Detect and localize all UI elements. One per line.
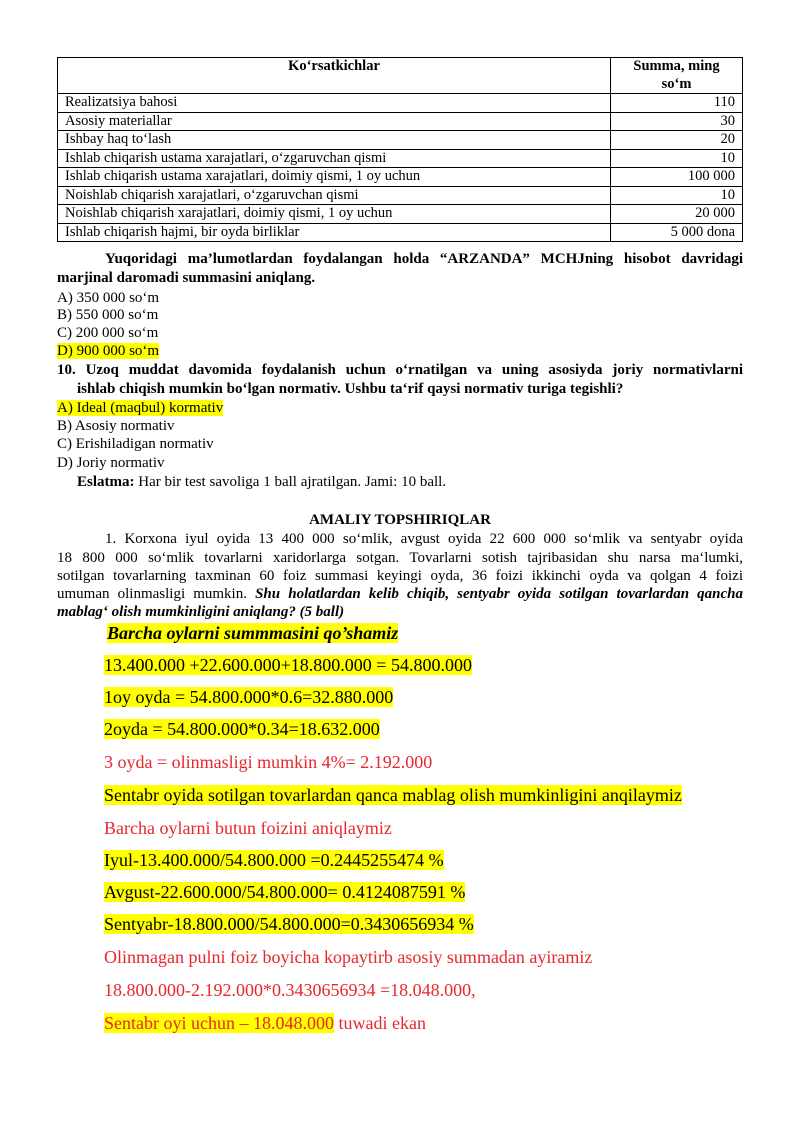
question-10-option-c: C) Erishiladigan normativ xyxy=(57,436,214,452)
task-line4-question: Shu holatlardan kelib chiqib, sentyabr oyida sotilgan tovarlardan qancha xyxy=(255,586,743,602)
task-line1: 1. Korxona iyul oyida 13 400 000 so‘mlik, avgust oyida 22 600 000 so‘mlik va sentyabr oyida xyxy=(105,531,743,547)
answer-line-5: 3 oyda = olinmasligi mumkin 4%= 2.192.000 xyxy=(104,752,433,772)
row-value: 30 xyxy=(611,112,743,131)
task-line4 xyxy=(57,585,743,603)
column-header-amount xyxy=(611,58,743,94)
answer-line-1: Barcha oylarni summmasini qo’shamiz xyxy=(107,623,399,643)
table-row xyxy=(58,149,743,168)
answer-line-4: 2oyda = 54.800.000*0.34=18.632.000 xyxy=(104,719,380,739)
question-9-line2: marjinal daromadi summasini aniqlang. xyxy=(57,270,316,286)
answer-line-7: Barcha oylarni butun foizini aniqlaymiz xyxy=(104,818,392,838)
column-header-amount-line1: Summa, ming xyxy=(633,58,720,74)
table-row xyxy=(58,131,743,150)
table-row xyxy=(58,186,743,205)
row-label: Ishlab chiqarish ustama xarajatlari, o‘zgaruvchan qismi xyxy=(58,149,611,168)
answer-line-2: 13.400.000 +22.600.000+18.800.000 = 54.800.000 xyxy=(104,655,472,675)
answer-line-6: Sentabr oyida sotilgan tovarlardan qanca mablag olish mumkinligini anqilaymiz xyxy=(104,785,682,805)
table-header-row xyxy=(58,58,743,94)
row-label: Noishlab chiqarish xarajatlari, doimiy qismi, 1 oy uchun xyxy=(58,205,611,224)
row-label: Realizatsiya bahosi xyxy=(58,94,611,113)
answer-line-13-highlighted: Sentabr oyi uchun – 18.048.000 xyxy=(104,1013,334,1033)
question-9-option-c: C) 200 000 so‘m xyxy=(57,325,159,341)
task-line3: sotilgan tovarlarning taxminan 60 foiz summasi keyingi oyda, 36 foizi ikkinchi oyda va qolgan 4 foizi xyxy=(57,568,743,584)
answer-line-12: 18.800.000-2.192.000*0.3430656934 =18.048.000, xyxy=(104,980,476,1000)
question-10-option-a-highlighted: A) Ideal (maqbul) kormativ xyxy=(57,400,224,416)
row-value: 5 000 dona xyxy=(611,223,743,242)
question-10-option-d: D) Joriy normativ xyxy=(57,455,165,471)
question-9-option-b: B) 550 000 so‘m xyxy=(57,307,159,323)
answer-line-13 xyxy=(104,1012,426,1034)
note-text: Har bir test savoliga 1 ball ajratilgan. Jami: 10 ball. xyxy=(134,474,447,490)
table-row xyxy=(58,223,743,242)
row-label: Ishlab chiqarish ustama xarajatlari, doimiy qismi, 1 oy uchun xyxy=(58,168,611,187)
cost-data-table xyxy=(57,57,743,242)
row-value: 100 000 xyxy=(611,168,743,187)
question-10-option-b: B) Asosiy normativ xyxy=(57,418,175,434)
answer-line-10: Sentyabr-18.800.000/54.800.000=0.3430656934 % xyxy=(104,914,474,934)
question-9-option-d-highlighted: D) 900 000 so‘m xyxy=(57,343,160,359)
answer-line-13-tail: tuwadi ekan xyxy=(333,1013,426,1033)
row-label: Ishlab chiqarish hajmi, bir oyda birliklar xyxy=(58,223,611,242)
answer-line-3: 1oy oyda = 54.800.000*0.6=32.880.000 xyxy=(104,687,394,707)
task-line2: 18 800 000 so‘mlik tovarlarni xaridorlarga sotgan. Tovarlarni sotish tajribasidan shu narsa ma‘lumki, xyxy=(57,550,743,566)
task-line5: mablag‘ olish mumkinligini aniqlang? (5 ball) xyxy=(57,604,345,620)
question-9-option-a: A) 350 000 so‘m xyxy=(57,290,160,306)
answer-line-8: Iyul-13.400.000/54.800.000 =0.2445255474 % xyxy=(104,850,444,870)
row-value: 110 xyxy=(611,94,743,113)
note-label: Eslatma: xyxy=(77,474,135,490)
answer-line-9: Avgust-22.600.000/54.800.000= 0.4124087591 % xyxy=(104,882,466,902)
question-10-line1: 10. Uzoq muddat davomida foydalanish uchun o‘rnatilgan va uning asosiyda joriy normativlarni xyxy=(57,362,743,378)
row-value: 20 xyxy=(611,131,743,150)
column-header-amount-line2: so‘m xyxy=(661,75,692,92)
question-10-line2: ishlab chiqish mumkin bo‘lgan normativ. Ushbu ta‘rif qaysi normativ turiga tegishli? xyxy=(77,381,624,397)
answer-line-11: Olinmagan pulni foiz boyicha kopaytirb asosiy summadan ayiramiz xyxy=(104,947,593,967)
task-line4-plain: umuman olinmasligi mumkin. xyxy=(57,586,256,602)
table-row xyxy=(58,168,743,187)
note xyxy=(77,473,446,491)
row-label: Noishlab chiqarish xarajatlari, o‘zgaruvchan qismi xyxy=(58,186,611,205)
table-row xyxy=(58,205,743,224)
row-label: Ishbay haq to‘lash xyxy=(58,131,611,150)
row-value: 10 xyxy=(611,149,743,168)
table-row xyxy=(58,112,743,131)
table-row xyxy=(58,94,743,113)
section-title: AMALIY TOPSHIRIQLAR xyxy=(309,512,491,528)
row-value: 20 000 xyxy=(611,205,743,224)
column-header-indicators: Ko‘rsatkichlar xyxy=(58,58,611,94)
row-label: Asosiy materiallar xyxy=(58,112,611,131)
row-value: 10 xyxy=(611,186,743,205)
question-9-line1: Yuqoridagi ma’lumotlardan foydalangan holda “ARZANDA” MCHJning hisobot davridagi xyxy=(105,251,743,267)
